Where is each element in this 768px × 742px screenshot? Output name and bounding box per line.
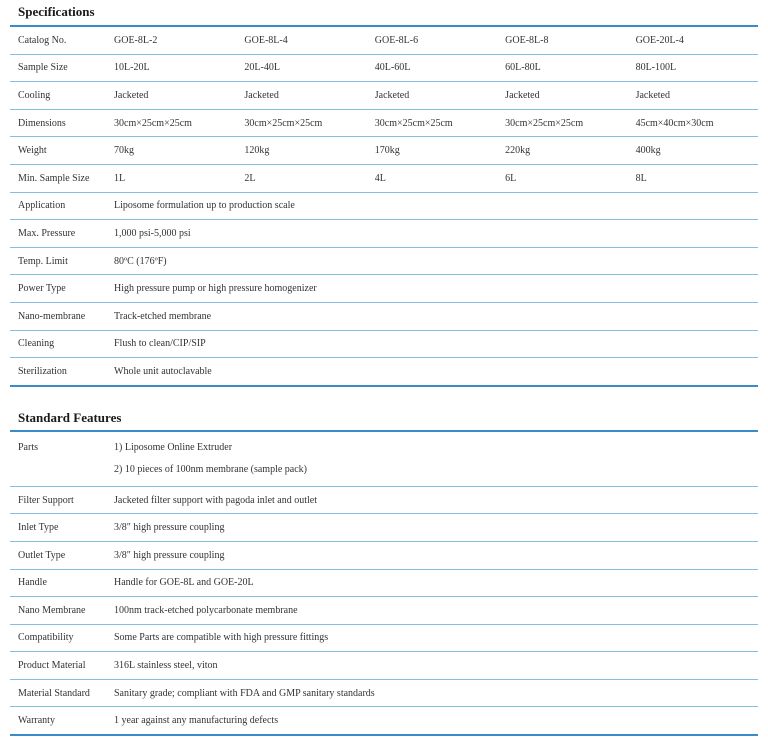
table-row-cooling (10, 82, 758, 110)
table-row-temp-limit (10, 247, 758, 275)
row-label: Max. Pressure (10, 220, 106, 248)
row-label: Weight (10, 137, 106, 165)
row-label: Handle (10, 569, 106, 597)
table-cell: 60L-80L (497, 54, 627, 82)
table-row-sample-size (10, 54, 758, 82)
row-label: Sample Size (10, 54, 106, 82)
table-cell: Jacketed (497, 82, 627, 110)
row-label: Temp. Limit (10, 247, 106, 275)
catalog-cell: GOE-8L-8 (497, 26, 627, 54)
section-gap (10, 387, 758, 406)
table-row-inlet-type (10, 514, 758, 542)
table-cell: 30cm×25cm×25cm (367, 109, 497, 137)
row-label: Cooling (10, 82, 106, 110)
row-label: Material Standard (10, 679, 106, 707)
table-row-sterilization (10, 358, 758, 386)
table-cell: High pressure pump or high pressure homogenizer (106, 275, 758, 303)
table-cell: 40L-60L (367, 54, 497, 82)
table-cell: 1L (106, 164, 236, 192)
table-cell: 30cm×25cm×25cm (106, 109, 236, 137)
row-label: Nano Membrane (10, 597, 106, 625)
table-row-power-type (10, 275, 758, 303)
table-cell (106, 431, 758, 487)
table-row-outlet-type (10, 541, 758, 569)
table-cell: 4L (367, 164, 497, 192)
table-row-application (10, 192, 758, 220)
table-cell: 70kg (106, 137, 236, 165)
table-cell: 30cm×25cm×25cm (497, 109, 627, 137)
row-label: Product Material (10, 652, 106, 680)
table-cell: Some Parts are compatible with high pressure fittings (106, 624, 758, 652)
table-row-cleaning (10, 330, 758, 358)
table-cell: 3/8" high pressure coupling (106, 514, 758, 542)
table-cell: 80L-100L (628, 54, 758, 82)
table-row-filter-support (10, 486, 758, 514)
table-cell: 30cm×25cm×25cm (236, 109, 366, 137)
table-cell: 10L-20L (106, 54, 236, 82)
row-label: Dimensions (10, 109, 106, 137)
table-cell: Handle for GOE-8L and GOE-20L (106, 569, 758, 597)
table-row-material-standard (10, 679, 758, 707)
table-cell: 1 year against any manufacturing defects (114, 715, 279, 727)
row-label: Filter Support (10, 486, 106, 514)
row-label: Cleaning (10, 330, 106, 358)
table-cell: Jacketed (106, 82, 236, 110)
row-label: Compatibility (10, 624, 106, 652)
table-cell: 170kg (367, 137, 497, 165)
table-cell: Track-etched membrane (106, 302, 758, 330)
table-cell: Sanitary grade; compliant with FDA and GMP sanitary standards (106, 679, 758, 707)
parts-line: 2) 10 pieces of 100nm membrane (sample pack) (114, 463, 307, 475)
table-cell: Jacketed (628, 82, 758, 110)
table-cell: 220kg (497, 137, 627, 165)
table-row-parts (10, 431, 758, 487)
table-cell: 3/8" high pressure coupling (106, 541, 758, 569)
row-label: Catalog No. (10, 26, 106, 54)
table-cell: Jacketed (367, 82, 497, 110)
table-cell: 6L (497, 164, 627, 192)
catalog-cell: GOE-8L-2 (106, 26, 236, 54)
table-row-max-pressure (10, 220, 758, 248)
table-row-nano-membrane (10, 597, 758, 625)
table-cell: 45cm×40cm×30cm (628, 109, 758, 137)
table-row-nano-membrane (10, 302, 758, 330)
catalog-cell: GOE-20L-4 (628, 26, 758, 54)
row-label: Outlet Type (10, 541, 106, 569)
table-cell: 2L (236, 164, 366, 192)
table-cell: 120kg (236, 137, 366, 165)
spec-page (10, 0, 758, 736)
table-row-dimensions (10, 109, 758, 137)
table-cell: Flush to clean/CIP/SIP (106, 330, 758, 358)
standard-features-table (10, 430, 758, 736)
specifications-title: Specifications (18, 4, 95, 19)
row-label: Warranty (18, 715, 55, 727)
standard-features-title: Standard Features (18, 409, 122, 425)
table-cell: Liposome formulation up to production scale (106, 192, 758, 220)
table-cell: Jacketed filter support with pagoda inlet and outlet (106, 486, 758, 514)
row-label: Sterilization (18, 365, 67, 377)
table-cell: Whole unit autoclavable (114, 365, 212, 377)
row-label: Application (10, 192, 106, 220)
table-cell: 100nm track-etched polycarbonate membrane (106, 597, 758, 625)
table-row-min-sample-size (10, 164, 758, 192)
specifications-table (10, 25, 758, 387)
catalog-cell: GOE-8L-6 (367, 26, 497, 54)
table-cell: 8L (628, 164, 758, 192)
row-label: Inlet Type (10, 514, 106, 542)
table-row-warranty (10, 707, 758, 735)
table-row-handle (10, 569, 758, 597)
table-row-weight (10, 137, 758, 165)
table-cell: Jacketed (236, 82, 366, 110)
table-cell: 400kg (628, 137, 758, 165)
table-row-catalog-no (10, 26, 758, 54)
row-label: Parts (10, 431, 106, 487)
parts-line: 1) Liposome Online Extruder (114, 441, 233, 453)
catalog-cell: GOE-8L-4 (236, 26, 366, 54)
table-cell: 1,000 psi-5,000 psi (106, 220, 758, 248)
table-cell: 316L stainless steel, viton (106, 652, 758, 680)
table-cell: 20L-40L (236, 54, 366, 82)
row-label: Power Type (10, 275, 106, 303)
table-row-compatibility (10, 624, 758, 652)
row-label: Min. Sample Size (10, 164, 106, 192)
row-label: Nano-membrane (10, 302, 106, 330)
table-cell: 80ºC (176ºF) (106, 247, 758, 275)
table-row-product-material (10, 652, 758, 680)
